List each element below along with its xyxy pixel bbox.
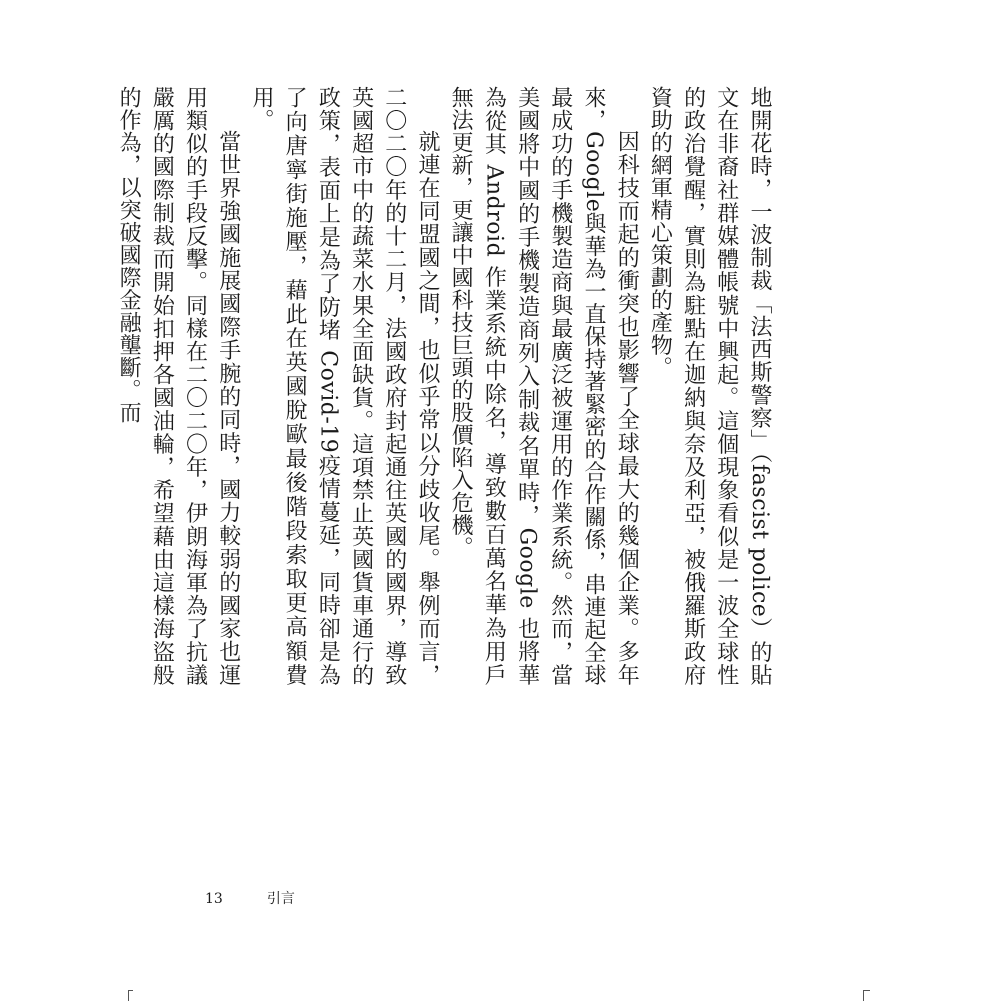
page-footer — [205, 888, 295, 908]
paragraph-2: 因科技而起的衝突也影響了全球最大的幾個企業。多年來，Google與華為一直保持著緊密的合作關係，串連起全球最成功的手機製造商與最廣泛被運用的作業系統。然而，當美國將中國的手機製造商列入制裁名單時，Google 也將華為從其 Android 作業系統中除名，導致數百萬名華為用戶無法更新，更讓中國科技巨頭的股價陷入危機。 — [448, 86, 640, 686]
body-text — [116, 86, 776, 686]
paragraph-4: 當世界強國施展國際手腕的同時，國力較弱的國家也運用類似的手段反擊。同樣在二〇二〇年，伊朗海軍為了抗議嚴厲的國際制裁而開始扣押各國油輪，希望藉由這樣海盜般的作為，以突破國際金融壟斷。而 — [116, 86, 241, 686]
crop-mark-left — [128, 990, 133, 1001]
crop-mark-right — [863, 990, 870, 1001]
chapter-title: 引言 — [266, 891, 295, 907]
paragraph-1: 地開花時，一波制裁「法西斯警察」（fascist police）的貼文在非裔社群媒體帳號中興起。這個現象看似是一波全球性的政治覺醒，實則為駐點在迦納與奈及利亞，被俄羅斯政府資助的網軍精心策劃的產物。 — [647, 86, 772, 686]
page-number: 13 — [205, 891, 223, 907]
paragraph-3: 就連在同盟國之間，也似乎常以分歧收尾。舉例而言，二〇二〇年的十二月，法國政府封起通往英國的國界，導致英國超市中的蔬菜水果全面缺貨。這項禁止英國貨車通行的政策，表面上是為了防堵 Covid-19疫情蔓延，同時卻是為了向唐寧街施壓，藉此在英國脫歐最後階段索取更高額費用。 — [248, 86, 440, 686]
